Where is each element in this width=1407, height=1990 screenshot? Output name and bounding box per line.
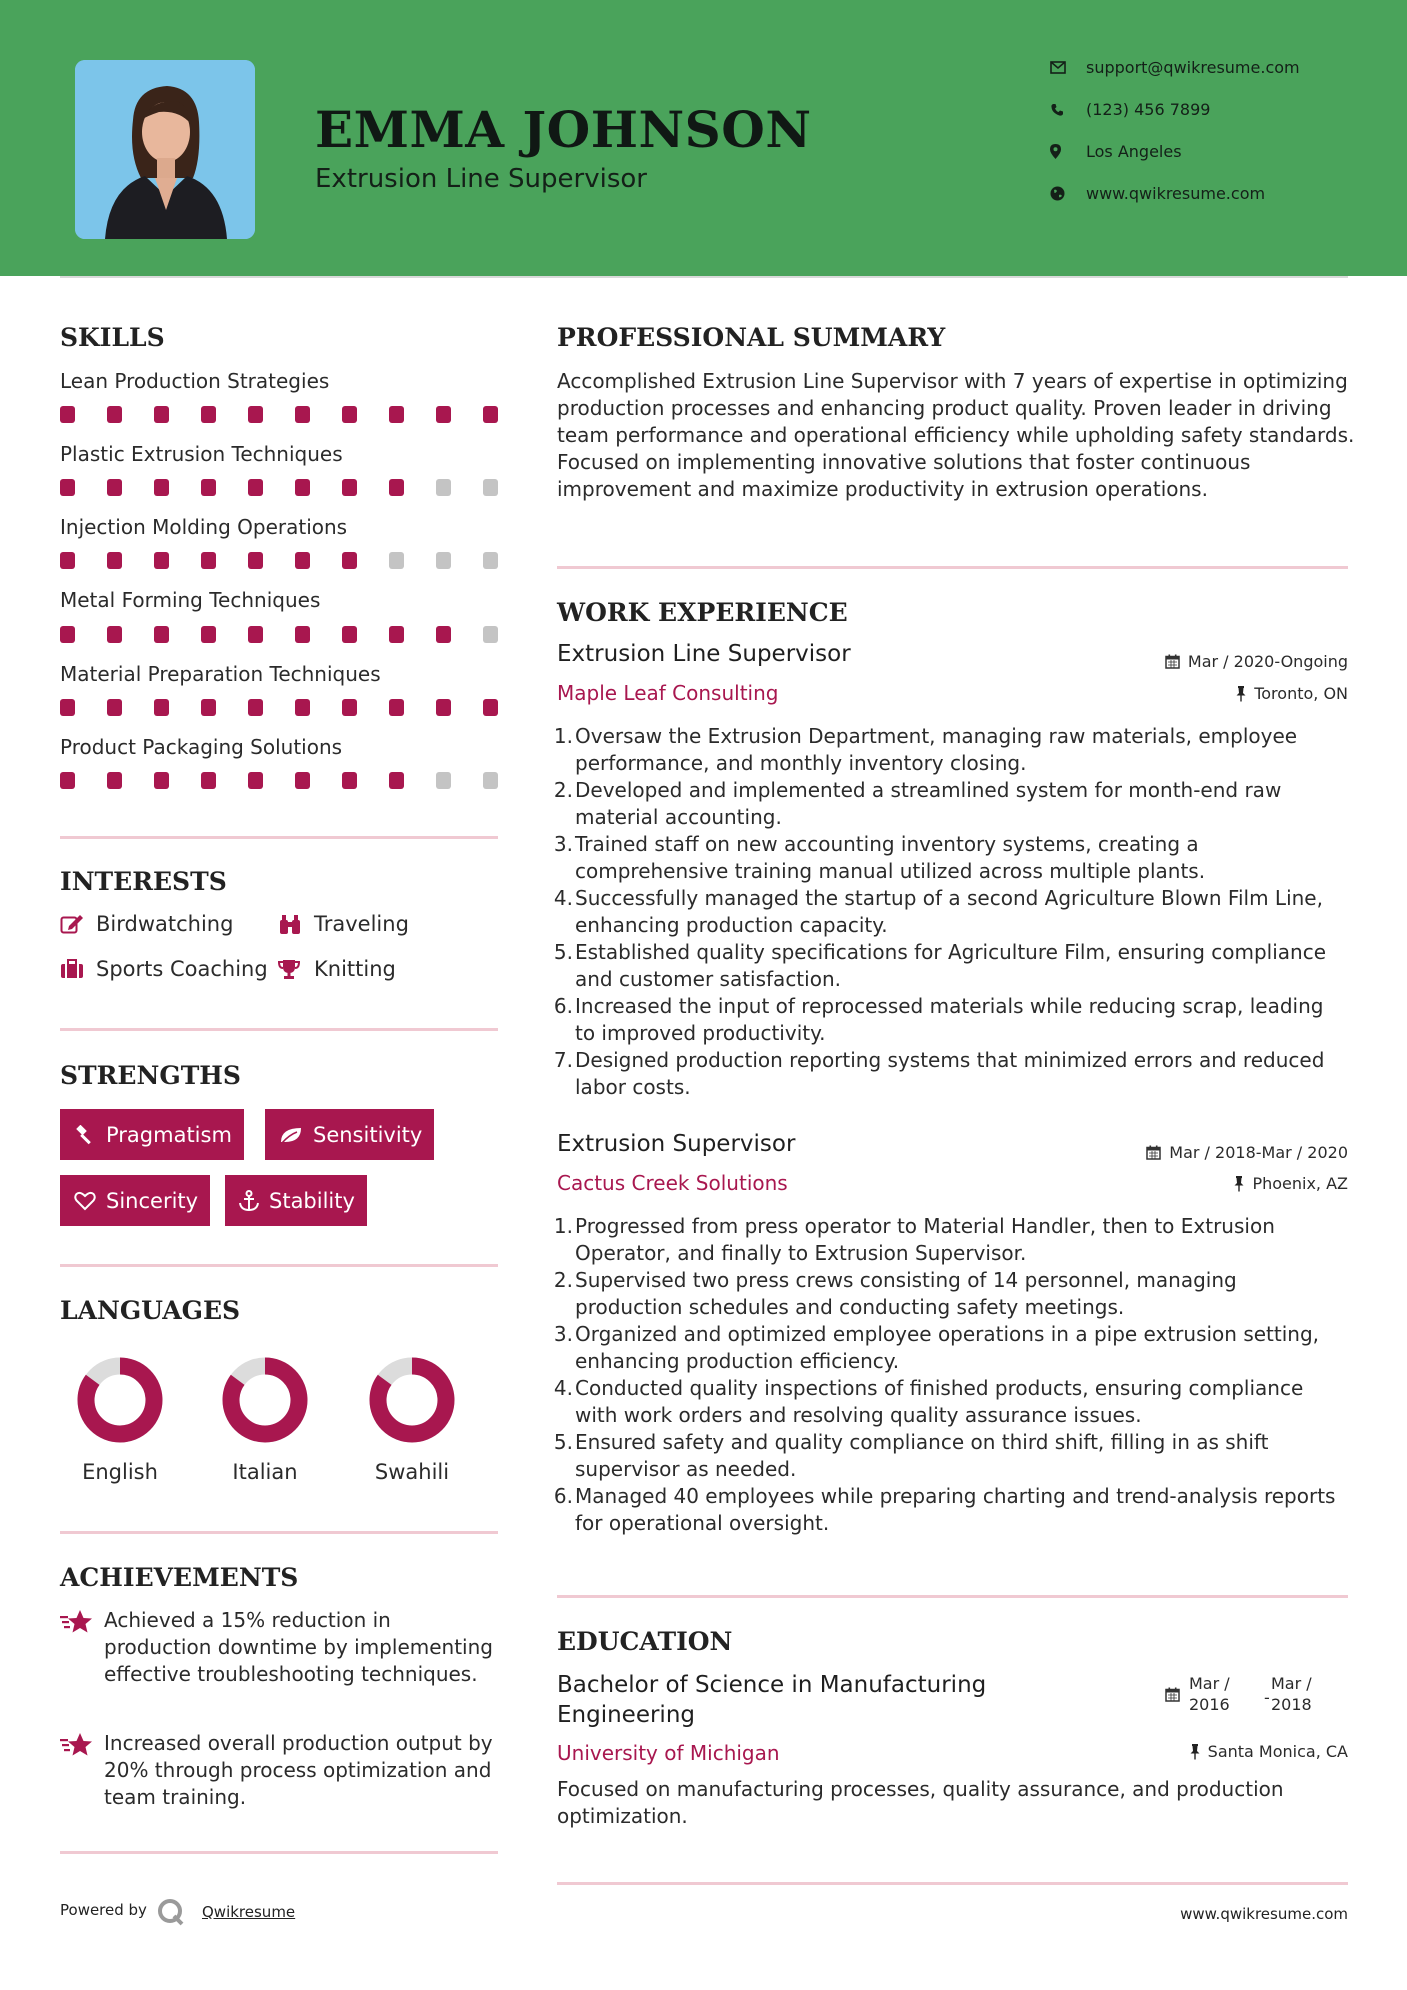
skill-dot-filled: [248, 626, 263, 643]
skill-name: Product Packaging Solutions: [60, 735, 343, 759]
contact-location: Los Angeles: [1050, 142, 1380, 161]
languages-heading: LANGUAGES: [60, 1296, 241, 1325]
education-description: Focused on manufacturing processes, quality assurance, and production optimization.: [557, 1777, 1284, 1828]
duty-item: 6. Increased the input of reprocessed materials while reducing scrap, leading to improved productivity.: [553, 994, 1324, 1045]
duty-list: [553, 723, 1347, 1101]
candidate-name: EMMA JOHNSON: [315, 100, 812, 159]
binoculars-icon: [278, 914, 314, 935]
header-divider: [60, 276, 1348, 278]
skill-dot-filled: [436, 699, 451, 716]
school-name: University of Michigan: [557, 1741, 780, 1765]
date-separator: -: [1264, 1688, 1270, 1707]
duty-item: 5. Ensured safety and quality compliance on third shift, filling in as shift supervisor as needed.: [553, 1430, 1269, 1481]
skill-dot-filled: [389, 626, 404, 643]
interest-item: Traveling: [278, 912, 409, 936]
skill-dot-filled: [436, 626, 451, 643]
contact-website[interactable]: www.qwikresume.com: [1050, 184, 1380, 203]
section-divider: [60, 836, 498, 839]
skill-name: Lean Production Strategies: [60, 369, 330, 393]
skill-name: Injection Molding Operations: [60, 515, 348, 539]
skill-dot-filled: [436, 406, 451, 423]
skill-dot-filled: [201, 699, 216, 716]
achievements-heading: ACHIEVEMENTS: [60, 1563, 299, 1592]
skill-rating: [60, 406, 498, 424]
globe-icon: [1050, 186, 1086, 201]
skill-dot-empty: [483, 772, 498, 789]
skill-name: Metal Forming Techniques: [60, 588, 321, 612]
interest-item: Birdwatching: [60, 912, 233, 936]
skill-dot-filled: [295, 699, 310, 716]
job-location: Toronto, ON: [1236, 684, 1348, 703]
strength-badge: Sensitivity: [265, 1109, 434, 1160]
skill-dot-empty: [436, 479, 451, 496]
envelope-icon: [1050, 61, 1086, 74]
degree-title: Bachelor of Science in Manufacturing: [557, 1672, 987, 1698]
duty-item: 4. Conducted quality inspections of finished products, ensuring compliance with work orders and resolving quality assurance issues.: [553, 1376, 1304, 1427]
skill-dot-filled: [154, 479, 169, 496]
header-banner: [0, 0, 1407, 276]
contact-email[interactable]: support@qwikresume.com: [1050, 58, 1380, 77]
calendar-icon: [1165, 1687, 1180, 1706]
skill-dot-filled: [107, 772, 122, 789]
education-location: Santa Monica, CA: [1190, 1742, 1348, 1761]
skill-dot-filled: [154, 772, 169, 789]
skill-dot-filled: [248, 406, 263, 423]
company-name: Cactus Creek Solutions: [557, 1171, 788, 1195]
strengths-heading: STRENGTHS: [60, 1061, 241, 1090]
job-location: Phoenix, AZ: [1234, 1174, 1348, 1193]
skill-rating: [60, 626, 498, 644]
interest-item: Sports Coaching: [60, 957, 268, 981]
skill-dot-filled: [60, 552, 75, 569]
education-start-date: Mar / 2016: [1189, 1674, 1230, 1714]
skill-dot-filled: [248, 552, 263, 569]
pushpin-icon: [1190, 1744, 1200, 1760]
skill-dot-filled: [154, 626, 169, 643]
skill-dot-filled: [60, 626, 75, 643]
skill-dot-filled: [342, 772, 357, 789]
duty-item: 1. Oversaw the Extrusion Department, managing raw materials, employee performance, and monthly inventory closing.: [553, 724, 1298, 775]
duty-item: 5. Established quality specifications for Agriculture Film, ensuring compliance and customer satisfaction.: [553, 940, 1327, 991]
job-date: Mar / 2020-Ongoing: [1165, 652, 1348, 671]
contact-phone[interactable]: (123) 456 7899: [1050, 100, 1380, 119]
phone-icon: [1050, 103, 1086, 117]
skill-dot-filled: [60, 406, 75, 423]
star-icon: [60, 1730, 104, 1811]
skill-dot-filled: [389, 772, 404, 789]
calendar-icon: [1146, 1145, 1161, 1160]
duty-item: 3. Organized and optimized employee operations in a pipe extrusion setting, enhancing production efficiency.: [553, 1322, 1320, 1373]
section-divider: [557, 1882, 1348, 1885]
skill-dot-filled: [60, 772, 75, 789]
skill-dot-empty: [483, 626, 498, 643]
skill-dot-empty: [436, 552, 451, 569]
skill-dot-filled: [295, 479, 310, 496]
duty-item: 3. Trained staff on new accounting inventory systems, creating a comprehensive training manual utilized across multiple plants.: [553, 832, 1206, 883]
skill-dot-filled: [248, 479, 263, 496]
footer-website-link[interactable]: www.qwikresume.com: [1180, 1905, 1348, 1923]
edit-icon: [60, 914, 96, 934]
pushpin-icon: [1236, 686, 1246, 702]
skill-dot-filled: [389, 406, 404, 423]
skill-dot-filled: [201, 552, 216, 569]
skills-heading: SKILLS: [60, 323, 165, 352]
pushpin-icon: [1234, 1176, 1244, 1192]
job-title: Extrusion Line Supervisor: [557, 641, 851, 667]
language-name: Swahili: [374, 1460, 450, 1484]
section-divider: [60, 1851, 498, 1854]
company-name: Maple Leaf Consulting: [557, 681, 779, 705]
skill-dot-filled: [107, 699, 122, 716]
skill-rating: [60, 552, 498, 570]
skill-dot-filled: [201, 479, 216, 496]
section-divider: [557, 566, 1348, 569]
powered-by-label: Powered by: [60, 1901, 147, 1919]
skill-name: Plastic Extrusion Techniques: [60, 442, 343, 466]
skill-dot-filled: [154, 552, 169, 569]
duty-item: 1. Progressed from press operator to Material Handler, then to Extrusion Operator, and finally to Extrusion Supervisor.: [553, 1214, 1275, 1265]
duty-list: [553, 1213, 1347, 1537]
skill-dot-filled: [248, 699, 263, 716]
skill-dot-filled: [295, 772, 310, 789]
skill-dot-filled: [248, 772, 263, 789]
section-divider: [60, 1028, 498, 1031]
skill-dot-filled: [342, 479, 357, 496]
skill-dot-empty: [436, 772, 451, 789]
qwikresume-link[interactable]: Qwikresume: [202, 1903, 296, 1921]
candidate-title: Extrusion Line Supervisor: [315, 164, 647, 194]
map-marker-icon: [1050, 144, 1086, 159]
skill-rating: [60, 699, 498, 717]
section-divider: [60, 1264, 498, 1267]
summary-heading: PROFESSIONAL SUMMARY: [557, 323, 946, 352]
section-divider: [557, 1595, 1348, 1598]
star-icon: [60, 1607, 104, 1688]
skill-dot-filled: [295, 552, 310, 569]
skill-dot-filled: [201, 772, 216, 789]
language-ring: [77, 1357, 163, 1443]
skill-dot-filled: [154, 406, 169, 423]
skill-dot-filled: [107, 406, 122, 423]
language-name: English: [82, 1460, 158, 1484]
skill-dot-empty: [483, 552, 498, 569]
skill-dot-filled: [342, 626, 357, 643]
degree-title-continued: Engineering: [557, 1702, 695, 1728]
heart-icon: [74, 1191, 96, 1211]
skill-dot-filled: [295, 626, 310, 643]
skill-dot-filled: [342, 406, 357, 423]
gavel-icon: [74, 1125, 96, 1145]
skill-dot-filled: [342, 699, 357, 716]
skill-dot-filled: [483, 699, 498, 716]
strength-badge: Pragmatism: [60, 1109, 244, 1160]
qwikresume-logo-icon: [157, 1898, 187, 1930]
skill-dot-filled: [107, 479, 122, 496]
section-divider: [60, 1531, 498, 1534]
job-title: Extrusion Supervisor: [557, 1131, 796, 1157]
skill-dot-filled: [295, 406, 310, 423]
language-ring: [222, 1357, 308, 1443]
skill-dot-empty: [389, 552, 404, 569]
interest-item: Knitting: [278, 957, 396, 981]
skill-dot-filled: [107, 626, 122, 643]
achievement-item: Achieved a 15% reduction in production downtime by implementing effective troubleshooting techniques.: [60, 1607, 500, 1688]
job-date: Mar / 2018-Mar / 2020: [1146, 1143, 1348, 1162]
skill-rating: [60, 479, 498, 497]
duty-item: 7. Designed production reporting systems that minimized errors and reduced labor costs.: [553, 1048, 1325, 1099]
language-name: Italian: [232, 1460, 298, 1484]
experience-heading: WORK EXPERIENCE: [557, 598, 848, 627]
education-heading: EDUCATION: [557, 1627, 733, 1656]
duty-item: 2. Supervised two press crews consisting of 14 personnel, managing production schedules and conducting safety meetings.: [553, 1268, 1237, 1319]
education-end-date: Mar / 2018: [1271, 1674, 1312, 1714]
calendar-icon: [1165, 654, 1180, 669]
profile-photo: [75, 60, 255, 239]
summary-text: Accomplished Extrusion Line Supervisor with 7 years of expertise in optimizing production processes and enhancing product quality. Proven leader in driving team performance and operational efficiency while upholding safety standards. Focused on implementing innovative solutions that foster continuous improvement and maximize productivity in extrusion operations.: [557, 369, 1355, 501]
language-ring: [369, 1357, 455, 1443]
skill-dot-filled: [107, 552, 122, 569]
skill-dot-empty: [483, 479, 498, 496]
briefcase-icon: [60, 959, 96, 979]
skill-dot-filled: [60, 699, 75, 716]
anchor-icon: [239, 1190, 259, 1212]
skill-dot-filled: [389, 699, 404, 716]
duty-item: 2. Developed and implemented a streamlined system for month-end raw material accounting.: [553, 778, 1282, 829]
skill-dot-filled: [154, 699, 169, 716]
skill-dot-filled: [389, 479, 404, 496]
skill-dot-filled: [60, 479, 75, 496]
skill-name: Material Preparation Techniques: [60, 662, 381, 686]
trophy-icon: [278, 959, 314, 980]
duty-item: 6. Managed 40 employees while preparing charting and trend-analysis reports for operational oversight.: [553, 1484, 1336, 1535]
strength-badge: Stability: [225, 1175, 367, 1226]
interests-heading: INTERESTS: [60, 867, 227, 896]
skill-dot-filled: [483, 406, 498, 423]
skill-dot-filled: [201, 626, 216, 643]
leaf-icon: [279, 1126, 303, 1144]
skill-rating: [60, 772, 498, 790]
strength-badge: Sincerity: [60, 1175, 210, 1226]
achievement-item: Increased overall production output by 20% through process optimization and team training.: [60, 1730, 500, 1811]
duty-item: 4. Successfully managed the startup of a second Agriculture Blown Film Line, enhancing production capacity.: [553, 886, 1323, 937]
skill-dot-filled: [201, 406, 216, 423]
skill-dot-filled: [342, 552, 357, 569]
